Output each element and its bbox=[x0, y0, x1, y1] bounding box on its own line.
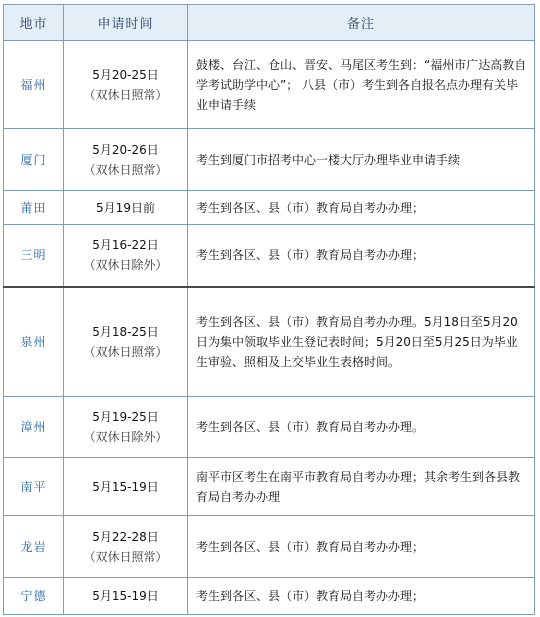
header-application-time: 申请时间 bbox=[64, 5, 188, 41]
row-time-note: （双休日照常） bbox=[83, 549, 168, 564]
header-remarks: 备注 bbox=[188, 5, 535, 41]
row-time bbox=[64, 458, 188, 516]
table-row bbox=[4, 225, 535, 287]
row-remarks: 考生到厦门市招考中心一楼大厅办理毕业申请手续 bbox=[188, 129, 535, 191]
row-time bbox=[64, 129, 188, 191]
row-remarks: 考生到各区、县（市）教育局自考办办理。5月18日至5月20日为集中领取毕业生登记表时间；5月20日至5月25日为毕业生审验、照相及上交毕业生表格时间。 bbox=[188, 287, 535, 397]
row-city: 泉州 bbox=[4, 287, 64, 397]
row-remarks: 考生到各区、县（市）教育局自考办办理； bbox=[188, 191, 535, 225]
row-city: 厦门 bbox=[4, 129, 64, 191]
row-city: 南平 bbox=[4, 458, 64, 516]
row-remarks: 考生到各区、县（市）教育局自考办办理； bbox=[188, 516, 535, 578]
row-time-note: （双休日照常） bbox=[83, 87, 168, 102]
row-time-range: 5月15-19日 bbox=[92, 479, 159, 494]
row-time-range: 5月22-28日 bbox=[92, 529, 159, 544]
row-time bbox=[64, 516, 188, 578]
row-city: 龙岩 bbox=[4, 516, 64, 578]
row-time-range: 5月19-25日 bbox=[92, 410, 159, 424]
table-row bbox=[4, 458, 535, 516]
row-time-note: （双休日除外） bbox=[83, 258, 168, 273]
row-remarks: 考生到各区、县（市）教育局自考办办理； bbox=[188, 225, 535, 287]
row-remarks: 考生到各区、县（市）教育局自考办办理； bbox=[188, 578, 535, 615]
row-remarks: 考生到各区、县（市）教育局自考办办理。 bbox=[188, 397, 535, 458]
table-row bbox=[4, 287, 535, 397]
row-time-range: 5月19日前 bbox=[96, 200, 155, 215]
row-time-range: 5月15-19日 bbox=[92, 589, 159, 603]
row-city: 莆田 bbox=[4, 191, 64, 225]
table-row bbox=[4, 191, 535, 225]
row-city: 宁德 bbox=[4, 578, 64, 615]
row-time-note: （双休日照常） bbox=[83, 162, 168, 177]
header-city: 地市 bbox=[4, 5, 64, 41]
row-time-range: 5月18-25日 bbox=[92, 324, 159, 339]
row-time bbox=[64, 225, 188, 287]
row-time bbox=[64, 191, 188, 225]
row-time-note: （双休日照常） bbox=[83, 344, 168, 359]
table-header-row bbox=[4, 5, 535, 41]
table-row bbox=[4, 516, 535, 578]
row-remarks: 南平市区考生在南平市教育局自考办办理；其余考生到各县教育局自考办办理 bbox=[188, 458, 535, 516]
row-city: 漳州 bbox=[4, 397, 64, 458]
table-row bbox=[4, 578, 535, 615]
row-remarks: 鼓楼、台江、仓山、晋安、马尾区考生到：“福州市广达高教自学考试助学中心”； 八县（市）考生到各自报名点办理有关毕业申请手续 bbox=[188, 41, 535, 129]
row-time-note: （双休日除外） bbox=[83, 430, 168, 444]
table-row bbox=[4, 129, 535, 191]
row-time bbox=[64, 41, 188, 129]
row-time-range: 5月20-26日 bbox=[92, 142, 159, 157]
row-time-range: 5月20-25日 bbox=[92, 67, 159, 82]
row-time bbox=[64, 397, 188, 458]
row-time bbox=[64, 287, 188, 397]
row-city: 三明 bbox=[4, 225, 64, 287]
row-time-range: 5月16-22日 bbox=[92, 238, 159, 253]
table-row bbox=[4, 41, 535, 129]
graduation-application-table bbox=[3, 4, 535, 615]
table-row bbox=[4, 397, 535, 458]
row-time bbox=[64, 578, 188, 615]
row-city: 福州 bbox=[4, 41, 64, 129]
